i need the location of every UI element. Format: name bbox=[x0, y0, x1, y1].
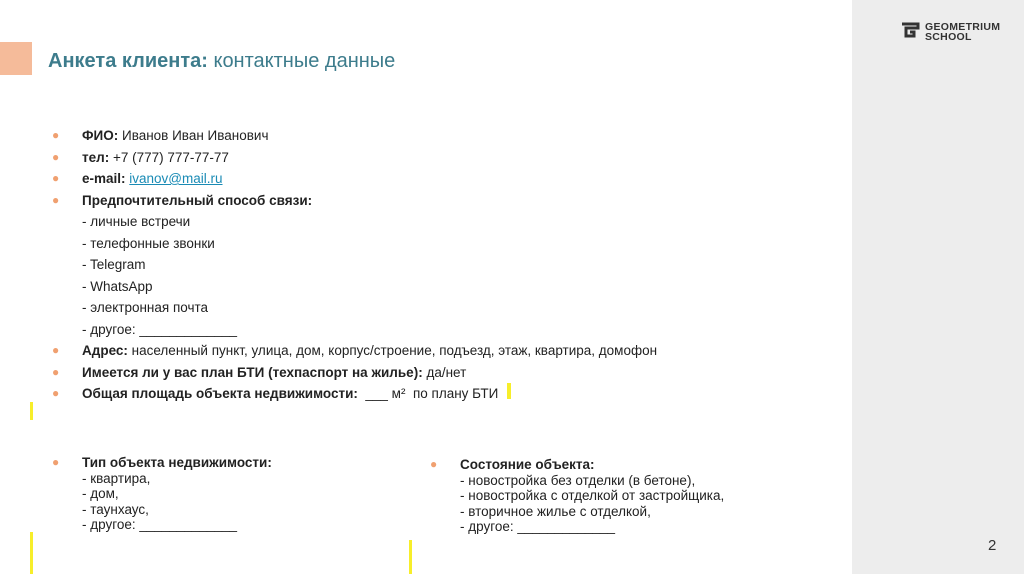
logo-text bbox=[925, 22, 1000, 42]
field-area bbox=[52, 383, 657, 405]
title-bold: Анкета клиента: bbox=[48, 50, 208, 72]
fio-value: Иванов Иван Иванович bbox=[118, 128, 269, 143]
field-address bbox=[52, 340, 657, 362]
area-value: ___ м² по плану БТИ bbox=[357, 386, 499, 401]
bullet-icon: ● bbox=[52, 386, 60, 400]
logo-line2: SCHOOL bbox=[925, 31, 972, 43]
object-state-option: - вторичное жилье с отделкой, bbox=[460, 503, 651, 519]
bullet-icon: ● bbox=[52, 192, 60, 207]
logo-line1: GEOMETRIUM bbox=[925, 21, 1001, 33]
address-label: Адрес: bbox=[82, 343, 128, 358]
field-bti bbox=[52, 362, 657, 384]
contact-option: - электронная почта bbox=[82, 300, 209, 315]
field-tel bbox=[52, 147, 657, 169]
area-label: Общая площадь объекта недвижимости: bbox=[82, 386, 358, 401]
bullet-icon: ● bbox=[430, 457, 438, 471]
page-number: 2 bbox=[988, 537, 997, 554]
field-fio bbox=[52, 125, 657, 147]
page-title bbox=[48, 50, 395, 73]
contact-label: Предпочтительный способ связи: bbox=[82, 192, 313, 208]
object-state-label: Состояние объекта: bbox=[460, 457, 595, 472]
geometrium-logo-icon bbox=[900, 22, 920, 42]
fio-label: ФИО: bbox=[82, 128, 119, 143]
bullet-icon: ● bbox=[52, 128, 60, 142]
object-type-option: - квартира, bbox=[82, 470, 151, 486]
sidebar-panel bbox=[852, 0, 1024, 574]
bullet-icon: ● bbox=[52, 343, 60, 357]
contact-option: - личные встречи bbox=[82, 214, 191, 229]
email-link[interactable]: ivanov@mail.ru bbox=[129, 171, 223, 186]
bullet-icon: ● bbox=[52, 455, 60, 469]
field-contact-method bbox=[52, 190, 657, 212]
bullet-icon: ● bbox=[52, 171, 60, 185]
object-type-heading bbox=[52, 455, 272, 471]
bullet-icon: ● bbox=[52, 364, 60, 379]
email-label: e-mail: bbox=[82, 171, 126, 186]
object-type-option: - таунхаус, bbox=[82, 501, 149, 517]
highlight-marker bbox=[30, 402, 33, 420]
title-rest: контактные данные bbox=[207, 50, 396, 72]
contact-option: - другое: _____________ bbox=[82, 321, 237, 337]
field-email bbox=[52, 168, 657, 190]
accent-block bbox=[0, 42, 32, 75]
object-type-block bbox=[52, 455, 272, 533]
contact-option: - WhatsApp bbox=[82, 278, 153, 294]
object-type-option: - другое: _____________ bbox=[82, 517, 237, 532]
logo bbox=[900, 22, 1000, 42]
contact-option: - телефонные звонки bbox=[82, 235, 215, 251]
object-state-option: - новостройка с отделкой от застройщика, bbox=[460, 488, 725, 503]
bti-label: Имеется ли у вас план БТИ (техпаспорт на жилье): bbox=[82, 364, 423, 380]
tel-label: тел: bbox=[82, 149, 110, 165]
highlight-marker bbox=[507, 383, 511, 399]
highlight-marker bbox=[409, 540, 412, 574]
object-state-block bbox=[430, 457, 724, 535]
bti-value: да/нет bbox=[422, 364, 467, 380]
contact-form bbox=[52, 125, 657, 405]
highlight-marker bbox=[30, 532, 33, 574]
object-type-option: - дом, bbox=[82, 486, 119, 501]
object-state-option: - другое: _____________ bbox=[460, 519, 615, 534]
address-value: населенный пункт, улица, дом, корпус/строение, подъезд, этаж, квартира, домофон bbox=[127, 343, 658, 358]
object-state-option: - новостройка без отделки (в бетоне), bbox=[460, 472, 696, 488]
object-state-heading bbox=[430, 457, 724, 473]
bullet-icon: ● bbox=[52, 149, 60, 164]
object-type-label: Тип объекта недвижимости: bbox=[82, 455, 272, 470]
tel-value: +7 (777) 777-77-77 bbox=[109, 149, 229, 165]
contact-option: - Telegram bbox=[82, 257, 146, 272]
